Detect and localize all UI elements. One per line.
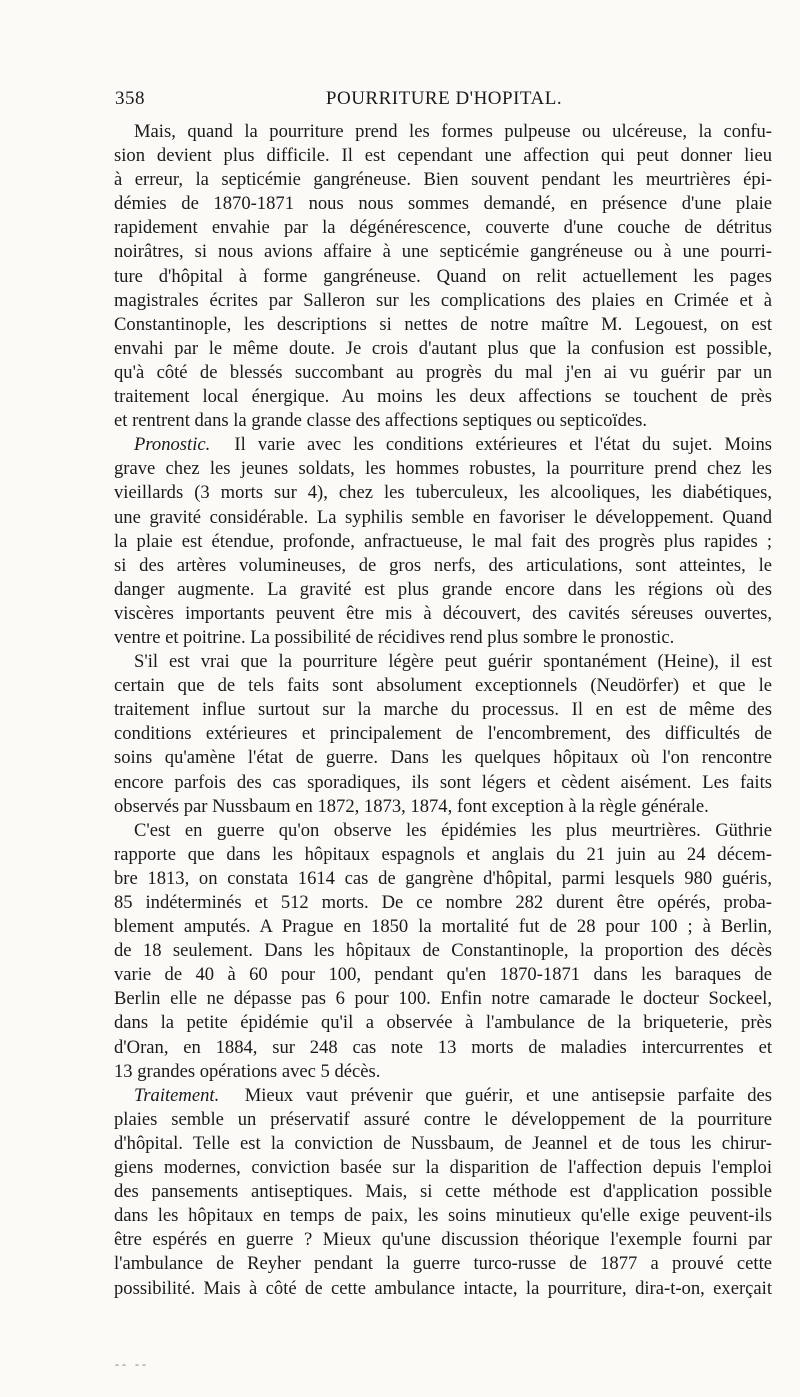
text-line: l'ambulance de Reyher pendant la guerre turco-russe de 1877 a prouvé cette <box>114 1253 772 1275</box>
text-line: Constantinople, les descriptions si nettes de notre maître M. Legouest, on est <box>114 313 772 335</box>
text-line: rapidement envahie par la dégénérescence, couverte d'une couche de détritus <box>114 217 772 239</box>
text-line: grave chez les jeunes soldats, les hommes robustes, la pourriture prend chez les <box>114 458 772 480</box>
text-line: ventre et poitrine. La possibilité de récidives rend plus sombre le pronostic. <box>114 626 675 648</box>
running-title: POURRITURE D'HOPITAL. <box>325 88 563 109</box>
text-line: Il varie avec les conditions extérieures et l'état du sujet. Moins <box>234 434 772 456</box>
text-line: des pansements antiseptiques. Mais, si cette méthode est d'application possible <box>114 1181 772 1203</box>
page-header <box>115 88 773 118</box>
text-line: Berlin elle ne dépasse pas 6 pour 100. Enfin notre camarade le docteur Sockeel, <box>114 988 772 1010</box>
text-line: traitement influe surtout sur la marche du processus. Il en est de même des <box>114 699 772 721</box>
text-line: dans la petite épidémie qu'il a observée à l'ambulance de la briqueterie, près <box>114 1012 772 1034</box>
text-line: observés par Nussbaum en 1872, 1873, 1874, font exception à la règle générale. <box>114 795 709 817</box>
run-in-heading-pronostic: Pronostic. <box>134 434 211 456</box>
text-line: dans les hôpitaux en temps de paix, les soins minutieux qu'elle exige peuvent-ils <box>114 1205 772 1227</box>
text-line: la plaie est étendue, profonde, anfractueuse, le mal fait des progrès plus rapides ; <box>114 530 772 552</box>
text-line: certain que de tels faits sont absolument exceptionnels (Neudörfer) et que le <box>114 675 772 697</box>
text-line: traitement local énergique. Au moins les deux affections se touchent de près <box>114 386 772 408</box>
text-line: si des artères volumineuses, de gros nerfs, des articulations, sont atteintes, le <box>114 554 772 576</box>
text-line: 13 grandes opérations avec 5 décès. <box>114 1060 381 1082</box>
text-line: d'hôpital. Telle est la conviction de Nussbaum, de Jeannel et de tous les chirur- <box>114 1132 772 1154</box>
text-line: magistrales écrites par Salleron sur les complications des plaies en Crimée et à <box>114 289 772 311</box>
text-line: et rentrent dans la grande classe des affections septiques ou septicoïdes. <box>114 410 648 432</box>
text-line: 85 indéterminés et 512 morts. De ce nombre 282 durent être opérés, proba- <box>114 892 772 913</box>
text-line: possibilité. Mais à côté de cette ambulance intacte, la pourriture, dira-t-on, exerçait <box>114 1277 772 1299</box>
body-text <box>114 120 772 1301</box>
text-line: à erreur, la septicémie gangréneuse. Bien souvent pendant les meurtrières épi- <box>114 169 772 191</box>
text-line: une gravité considérable. La syphilis semble en favoriser le développement. Quand <box>114 506 772 528</box>
text-line: varie de 40 à 60 pour 100, pendant qu'en 1870-1871 dans les baraques de <box>114 964 772 986</box>
text-line: viscères importants peuvent être mis à découvert, des cavités séreuses ouvertes, <box>114 602 772 624</box>
text-line: qu'à côté de blessés succombant au progrès du mal j'en ai vu guérir par un <box>114 361 772 383</box>
text-line-with-heading <box>114 433 772 457</box>
text-line: sion devient plus difficile. Il est cependant une affection qui peut donner lieu <box>114 145 772 167</box>
text-line: danger augmente. La gravité est plus grande encore dans les régions où des <box>114 578 772 600</box>
text-line: ture d'hôpital à forme gangréneuse. Quand on relit actuellement les pages <box>114 265 772 287</box>
text-line: d'Oran, en 1884, sur 248 cas note 13 morts de maladies intercurrentes et <box>114 1036 772 1058</box>
text-line: plaies semble un préservatif assuré contre le développement de la pourriture <box>114 1108 772 1130</box>
footer-mark: -- -- <box>115 1357 149 1371</box>
text-line-with-heading <box>114 1084 772 1108</box>
text-line: conditions extérieures et principalement de l'encombrement, des difficultés de <box>114 723 772 745</box>
text-line: vieillards (3 morts sur 4), chez les tuberculeux, les alcooliques, les diabétiques, <box>114 482 772 504</box>
text-line: rapporte que dans les hôpitaux espagnols et anglais du 21 juin au 24 décem- <box>114 843 772 865</box>
text-line: démies de 1870-1871 nous nous sommes demandé, en présence d'une plaie <box>114 193 772 215</box>
text-line: noirâtres, si nous avions affaire à une septicémie gangréneuse ou à une pourri- <box>114 241 772 263</box>
text-line: envahi par le même doute. Je crois d'autant plus que la confusion est possible, <box>114 337 772 359</box>
page-number: 358 <box>115 88 145 109</box>
text-line: être espérés en guerre ? Mieux qu'une discussion théorique l'exemple fourni par <box>114 1229 772 1251</box>
text-line: C'est en guerre qu'on observe les épidémies les plus meurtrières. Güthrie <box>134 819 772 841</box>
text-line: blement amputés. A Prague en 1850 la mortalité fut de 28 pour 100 ; à Berlin, <box>114 916 772 938</box>
text-line: giens modernes, conviction basée sur la disparition de l'affection depuis l'emploi <box>114 1157 772 1179</box>
text-line: bre 1813, on constata 1614 cas de gangrène d'hôpital, parmi lesquels 980 guéris, <box>114 867 772 889</box>
text-line: Mieux vaut prévenir que guérir, et une antisepsie parfaite des <box>244 1084 772 1106</box>
text-line: S'il est vrai que la pourriture légère peut guérir spontanément (Heine), il est <box>134 651 772 673</box>
run-in-heading-traitement: Traitement. <box>134 1084 220 1106</box>
text-line: soins qu'amène l'état de guerre. Dans les quelques hôpitaux où l'on rencontre <box>114 747 772 769</box>
text-line: Mais, quand la pourriture prend les formes pulpeuse ou ulcéreuse, la confu- <box>134 121 772 142</box>
text-line: encore parfois des cas sporadiques, ils sont légers et cèdent aisément. Les faits <box>114 771 772 793</box>
text-line: de 18 seulement. Dans les hôpitaux de Constantinople, la proportion des décès <box>114 940 772 962</box>
